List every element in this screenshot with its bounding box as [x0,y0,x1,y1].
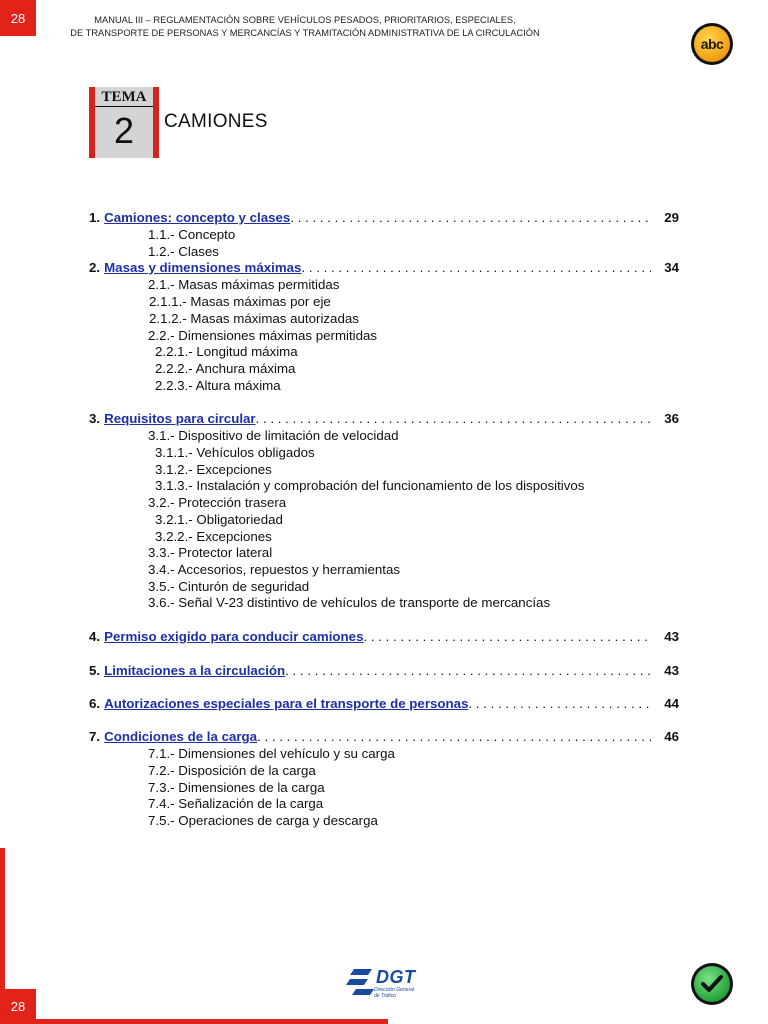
toc-subitem: 2.1.- Masas máximas permitidas [148,277,340,292]
tema-label: TEMA [95,89,153,107]
toc-subitem: 2.2.2.- Anchura máxima [155,361,296,376]
chapter-title: CAMIONES [164,111,268,132]
dgt-logo-text: DGT [376,967,416,987]
toc-leader-dots [468,696,651,712]
toc-subitem: 7.1.- Dimensiones del vehículo y su carga [148,746,395,761]
toc-section-number: 3. [89,411,101,426]
toc-leader-dots [285,663,651,679]
toc-page-number: 34 [664,260,679,275]
decorative-stripe-bottom [36,1019,388,1024]
tema-number: 2 [113,110,135,151]
toc-subitem: 7.4.- Señalización de la carga [148,796,324,811]
document-header [60,14,550,40]
toc-subitem: 3.1.3.- Instalación y comprobación del funcionamiento de los dispositivos [155,478,585,493]
toc-section-link[interactable]: Masas y dimensiones máximas [104,260,302,275]
header-line-2: DE TRANSPORTE DE PERSONAS Y MERCANCÍAS Y TRAMITACIÓN ADMINISTRATIVA DE LA CIRCULACIÓN [70,28,540,38]
toc-subitem: 7.2.- Disposición de la carga [148,763,316,778]
toc-section-link[interactable]: Condiciones de la carga [104,729,258,744]
checkmark-badge-inner [694,966,730,1002]
toc-subitem: 2.1.1.- Masas máximas por eje [149,294,331,309]
toc-section-1[interactable] [89,210,679,226]
toc-section-7[interactable] [89,729,679,745]
checkmark-icon [691,963,733,1005]
toc-page-number: 43 [664,629,679,644]
toc-section-link[interactable]: Permiso exigido para conducir camiones [104,629,364,644]
toc-subitem: 7.3.- Dimensiones de la carga [148,780,325,795]
toc-section-2[interactable] [89,260,679,276]
dgt-logo-subtitle [374,987,414,999]
header-line-1: MANUAL III – REGLAMENTACIÓN SOBRE VEHÍCULOS PESADOS, PRIORITARIOS, ESPECIALES, [94,15,516,25]
tema-bar-right [153,87,159,158]
toc-leader-dots [301,260,651,276]
toc-subitem: 3.5.- Cinturón de seguridad [148,579,310,594]
toc-subitem: 3.3.- Protector lateral [148,545,273,560]
toc-section-number: 6. [89,696,101,711]
toc-subitem: 2.1.2.- Masas máximas autorizadas [149,311,359,326]
page-number-top: 28 [0,0,36,36]
toc-leader-dots [363,629,651,645]
toc-leader-dots [256,411,651,427]
toc-subitem: 3.2.- Protección trasera [148,495,287,510]
toc-section-5[interactable] [89,663,679,679]
toc-section-6[interactable] [89,696,679,712]
toc-subitem: 3.6.- Señal V-23 distintivo de vehículos de transporte de mercancías [148,595,551,610]
toc-section-number: 7. [89,729,101,744]
toc-subitem: 2.2.1.- Longitud máxima [155,344,298,359]
toc-leader-dots [290,210,651,226]
toc-subitem: 3.1.- Dispositivo de limitación de velocidad [148,428,399,443]
abc-badge-label: abc [694,26,730,62]
abc-icon [691,23,733,65]
toc-subitem: 1.2.- Clases [148,244,219,259]
toc-section-number: 1. [89,210,101,225]
toc-page-number: 43 [664,663,679,678]
toc-section-number: 5. [89,663,101,678]
dgt-logo-mark [346,967,376,999]
toc-subitem: 2.2.- Dimensiones máximas permitidas [148,328,378,343]
tema-box [89,87,159,158]
toc-section-4[interactable] [89,629,679,645]
page-number-bottom: 28 [0,989,36,1024]
toc-section-link[interactable]: Requisitos para circular [104,411,256,426]
toc-subitem: 3.2.2.- Excepciones [155,529,272,544]
toc-page-number: 29 [664,210,679,225]
toc-subitem: 3.2.1.- Obligatoriedad [155,512,283,527]
toc-section-link[interactable]: Camiones: concepto y clases [104,210,291,225]
toc-subitem: 1.1.- Concepto [148,227,236,242]
dgt-logo-subtitle-line-2: de Tráfico [374,993,396,999]
toc-page-number: 36 [664,411,679,426]
dgt-logo-subtitle-line-1: Dirección General [374,987,415,993]
toc-section-number: 4. [89,629,101,644]
toc-subitem: 2.2.3.- Altura máxima [155,378,281,393]
toc-section-number: 2. [89,260,101,275]
toc-section-link[interactable]: Autorizaciones especiales para el transporte de personas [104,696,469,711]
toc-section-link[interactable]: Limitaciones a la circulación [104,663,286,678]
toc-leader-dots [257,729,651,745]
toc-subitem: 7.5.- Operaciones de carga y descarga [148,813,378,828]
toc-subitem: 3.1.1.- Vehículos obligados [155,445,315,460]
dgt-logo-icon [346,965,428,1005]
toc-page-number: 44 [664,696,679,711]
toc-subitem: 3.1.2.- Excepciones [155,462,272,477]
toc-page-number: 46 [664,729,679,744]
checkmark-glyph [700,974,724,994]
toc-section-3[interactable] [89,411,679,427]
toc-subitem: 3.4.- Accesorios, repuestos y herramientas [148,562,401,577]
